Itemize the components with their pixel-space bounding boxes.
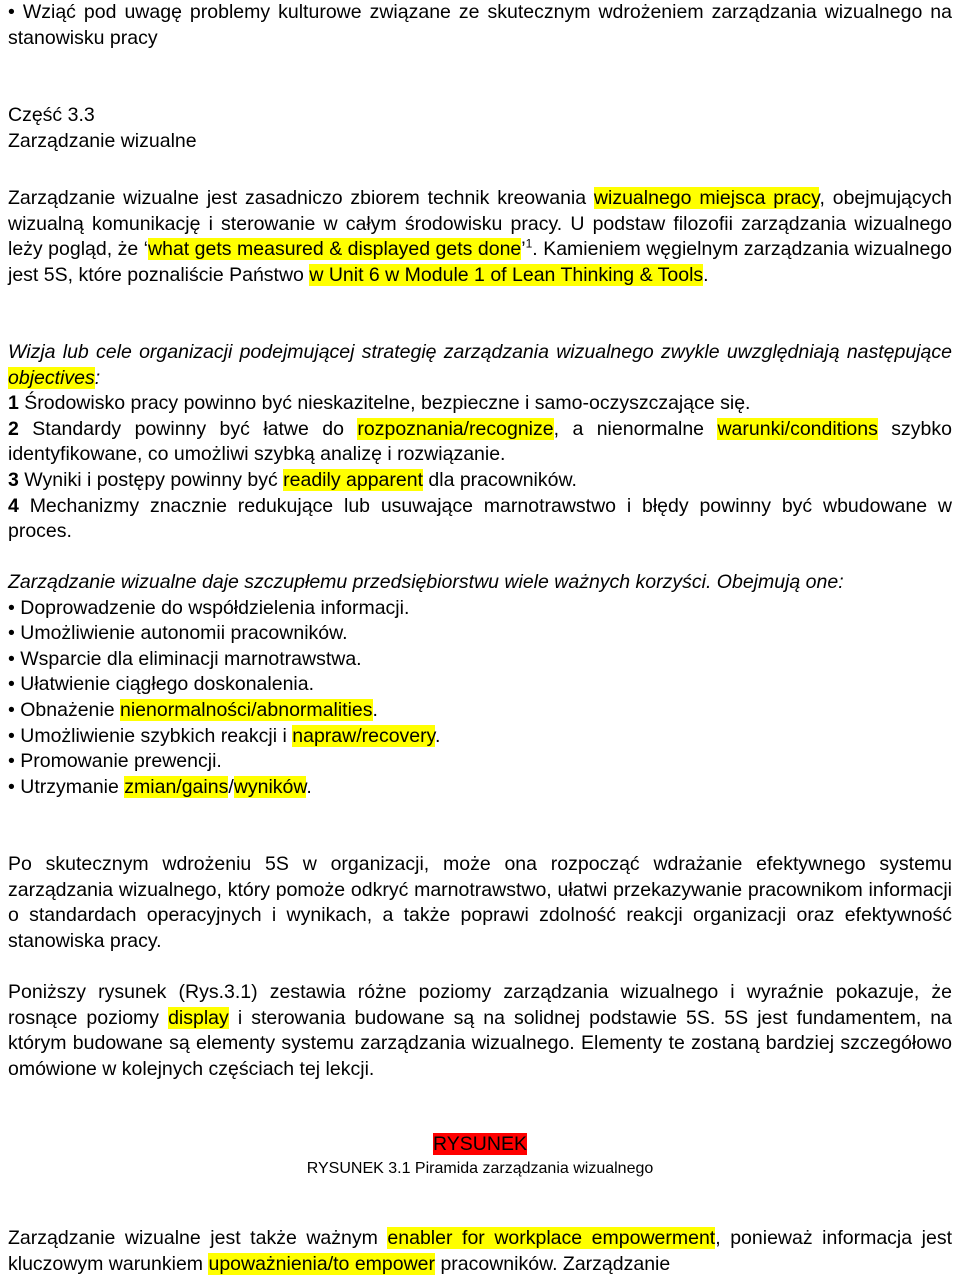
paragraph-empowerment xyxy=(8,1226,952,1277)
benefits-block xyxy=(8,570,952,800)
highlight: warunki/conditions xyxy=(717,417,878,440)
text-run: • Umożliwienie szybkich reakcji i xyxy=(8,724,293,747)
list-item: • Doprowadzenie do współdzielenia informacji. xyxy=(8,596,410,619)
paragraph-5s: Po skutecznym wdrożeniu 5S w organizacji, może ona rozpocząć wdrażanie efektywnego systemu zarządzania wizualnego, który pomoże odkryć marnotrawstwo, ułatwi przekazywanie pracownikom informacji o standardach operacyjnych i wynikach, a także poprawi zdolność reakcji organizacji oraz efektywność stanowiska pracy. xyxy=(8,853,952,952)
highlight: nienormalności/abnormalities xyxy=(119,698,373,721)
figure-placeholder xyxy=(8,1132,952,1158)
item-number: 4 xyxy=(8,494,19,517)
highlight: objectives xyxy=(8,366,95,389)
text-run: dla pracowników. xyxy=(422,468,577,491)
text-run: Zarządzanie wizualne jest także ważnym xyxy=(8,1227,388,1249)
text-run: Wizja lub cele organizacji podejmującej strategię zarządzania wizualnego zwykle uwzględniają następujące xyxy=(8,341,952,363)
item-number: 3 xyxy=(8,468,19,491)
figure-placeholder-text: RYSUNEK xyxy=(433,1133,527,1155)
objective-4 xyxy=(8,494,952,545)
text-run: Środowisko pracy powinno być nieskazitelne, bezpieczne i samo-oczyszczające się. xyxy=(18,392,751,415)
highlight: readily apparent xyxy=(283,468,423,491)
section-part: Część 3.3 xyxy=(8,104,95,126)
highlight: wizualnego miejsca pracy xyxy=(593,187,820,209)
highlight: rozpoznania/recognize xyxy=(357,417,554,440)
text-run: / xyxy=(228,775,234,798)
objectives-block xyxy=(8,340,952,545)
text-run: ’ xyxy=(521,238,526,261)
item-number: 1 xyxy=(8,392,19,415)
text-run: i sterowania budowane są na solidnej podstawie 5S. 5S jest fundamentem, na którym budowane są elementy systemu zarządzania wizualnego. Elementy te zostaną bardziej szczegółowo omówione w kolejnych częściach tej lekcji. xyxy=(8,1006,952,1080)
highlight: enabler for workplace empowerment xyxy=(387,1227,716,1249)
highlight: display xyxy=(168,1006,229,1029)
benefits-list xyxy=(8,596,952,801)
list-item: • Umożliwienie autonomii pracowników. xyxy=(8,622,348,645)
item-number: 2 xyxy=(8,417,19,440)
figure xyxy=(8,1132,952,1180)
text-run: pracowników. Zarządzanie xyxy=(435,1252,671,1275)
highlight: napraw/recovery xyxy=(292,724,435,747)
highlight: what gets measured & displayed gets done xyxy=(148,238,522,261)
figure-caption: RYSUNEK 3.1 Piramida zarządzania wizualnego xyxy=(306,1159,654,1177)
text-run: , a nienormalne xyxy=(553,417,718,440)
text-run: , obejmujących wizualną komunikację i sterowanie w całym środowisku pracy. U podstaw filozofii zarządzania wizualnego leży pogląd, że ‘ xyxy=(8,187,952,261)
highlight: zmian/gains xyxy=(124,775,229,798)
text-run: . xyxy=(703,263,709,286)
list-item xyxy=(8,698,952,724)
text-run: Zarządzanie wizualne jest zasadniczo zbiorem technik kreowania xyxy=(8,187,594,209)
list-item xyxy=(8,775,952,801)
text-run: szybko identyfikowane, co umożliwi szybką analizę i rozwiązanie. xyxy=(8,417,952,466)
objective-2 xyxy=(8,417,952,468)
list-item: • Wsparcie dla eliminacji marnotrawstwa. xyxy=(8,647,362,670)
section-heading xyxy=(8,103,197,154)
benefits-intro: Zarządzanie wizualne daje szczupłemu przedsiębiorstwu wiele ważnych korzyści. Obejmują one: xyxy=(8,571,844,593)
highlight: upoważnienia/to empower xyxy=(208,1252,436,1275)
section-title: Zarządzanie wizualne xyxy=(8,129,197,152)
text-run: . xyxy=(372,698,378,721)
text-run: . Kamieniem węgielnym zarządzania wizualnego jest 5S, które poznaliście Państwo xyxy=(8,238,952,286)
paragraph-intro xyxy=(8,186,952,288)
text-run: • Obnażenie xyxy=(8,698,120,721)
text-run: . xyxy=(434,724,441,747)
objective-3 xyxy=(8,468,952,494)
text-run: Standardy powinny być łatwe do xyxy=(18,417,358,440)
highlight: wyników xyxy=(233,775,307,798)
text-run: . xyxy=(306,775,312,798)
text-run: , ponieważ informacja jest kluczowym warunkiem xyxy=(8,1227,952,1275)
text-run: Wyniki i postępy powinny być xyxy=(18,468,284,491)
paragraph-figure-ref xyxy=(8,980,952,1082)
top-bullet: • Wziąć pod uwagę problemy kulturowe związane ze skutecznym wdrożeniem zarządzania wizualnego na stanowisku pracy xyxy=(8,1,952,49)
objectives-intro xyxy=(8,340,952,391)
text-run: : xyxy=(94,366,101,389)
text-run: Poniższy rysunek (Rys.3.1) zestawia różne poziomy zarządzania wizualnego i wyraźnie pokazuje, że rosnące poziomy xyxy=(8,981,952,1029)
objective-1 xyxy=(8,391,952,417)
list-item xyxy=(8,724,952,750)
footnote-ref: 1 xyxy=(525,236,533,251)
text-run: • Utrzymanie xyxy=(8,775,125,798)
highlight-link: w Unit 6 w Module 1 of Lean Thinking & Tools xyxy=(309,263,704,286)
text-run: Mechanizmy znacznie redukujące lub usuwające marnotrawstwo i błędy powinny być wbudowane w proces. xyxy=(8,494,952,543)
list-item: • Ułatwienie ciągłego doskonalenia. xyxy=(8,673,315,696)
list-item: • Promowanie prewencji. xyxy=(8,750,222,773)
